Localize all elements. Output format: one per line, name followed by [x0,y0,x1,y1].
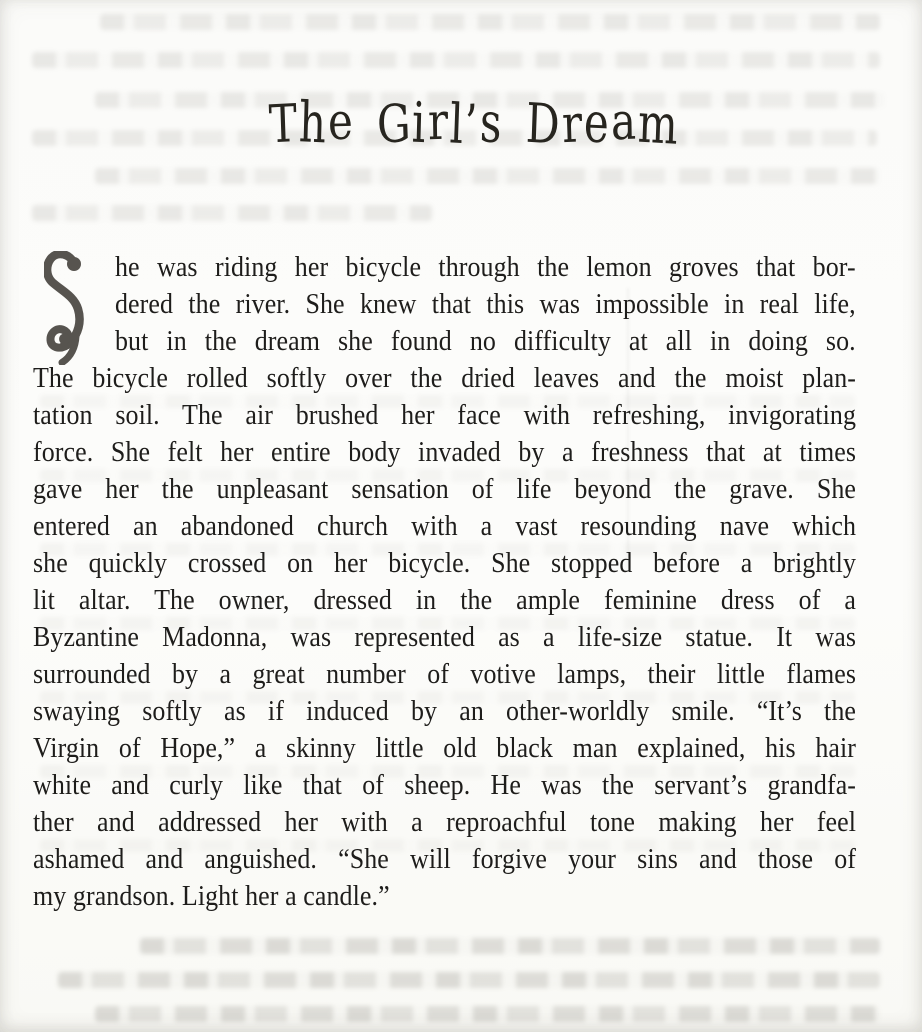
text-line: white and curly like that of sheep. He was the servant’s grandfa- [33,769,857,801]
text-line: The bicycle rolled softly over the dried leaves and the moist plan- [33,362,857,394]
chapter-title-text [267,89,679,157]
title-letter: s [479,89,503,156]
text-line: entered an abandoned church with a vast resounding nave which [33,510,857,542]
text-line: my grandson. Light her a candle.” [33,880,390,912]
bleedthrough-text-line [32,205,432,221]
title-letter: r [560,92,583,155]
title-letter: i [411,89,427,156]
text-line: ashamed and anguished. “She will forgive your sins and those of [33,843,857,875]
title-letter: e [582,89,610,156]
text-line: but in the dream she found no difficulty at all in doing so. [115,325,856,357]
title-letter: a [610,91,637,152]
text-line: dered the river. She knew that this was impossible in real life, [115,288,856,320]
title-letter: ’ [464,93,480,155]
title-letter: l [448,91,465,157]
text-line: ther and addressed her with a reproachful tone making her feel [33,806,857,838]
title-letter: T [267,92,298,155]
text-line: Virgin of Hope,” a skinny little old black man explained, his hair [33,732,857,764]
title-letter: D [524,90,561,157]
title-letter [504,136,524,137]
bleedthrough-text-line [32,52,880,68]
title-letter: e [327,91,353,152]
text-line: he was riding her bicycle through the lemon groves that bor- [115,251,856,283]
text-line: gave her the unpleasant sensation of life beyond the grave. She [33,473,857,505]
title-letter: m [636,90,679,157]
body-paragraph [33,249,856,915]
text-line: surrounded by a great number of votive lamps, their little flames [33,658,857,690]
title-letter: r [426,91,449,152]
text-line: Byzantine Madonna, was represented as a life-size statue. It was [33,621,857,653]
text-line: tation soil. The air brushed her face with refreshing, invigorating [33,399,857,431]
chapter-title [12,89,922,178]
bleedthrough-text-line [140,938,880,954]
bleedthrough-text-line [100,14,880,30]
title-letter: G [375,92,412,155]
title-letter: h [297,89,327,156]
title-letter [354,138,374,139]
bleedthrough-text-line [58,972,880,988]
text-line: swaying softly as if induced by an other-worldly smile. “It’s the [33,695,857,727]
text-line: lit altar. The owner, dressed in the ample feminine dress of a [33,584,857,616]
text-line: she quickly crossed on her bicycle. She stopped before a brightly [33,547,857,579]
text-line: force. She felt her entire body invaded by a freshness that at times [33,436,857,468]
bleedthrough-text-line [95,1006,880,1022]
